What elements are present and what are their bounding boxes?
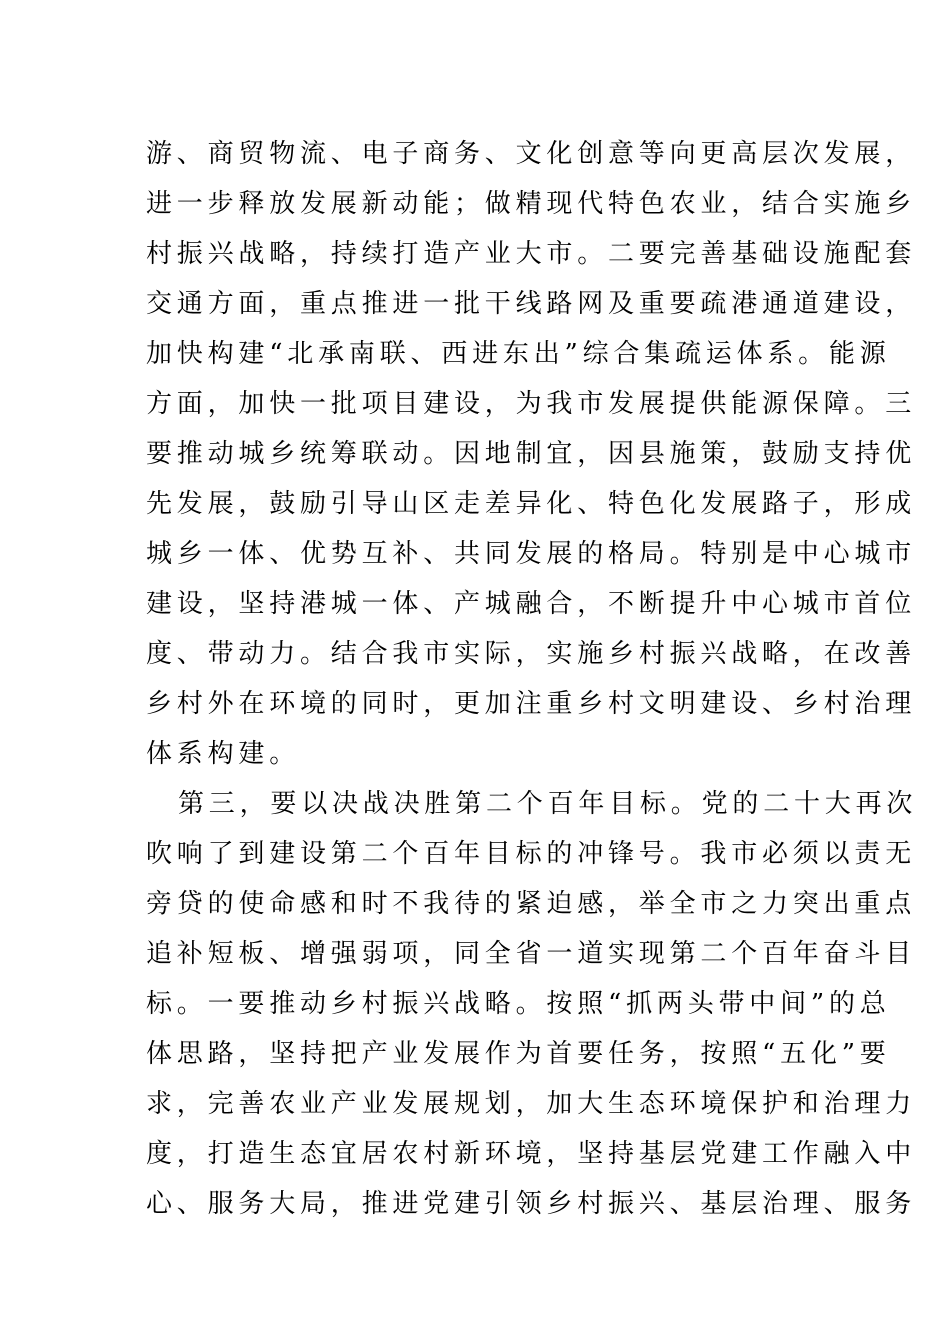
text-line: 交通方面，重点推进一批干线路网及重要疏港通道建设，: [146, 289, 917, 319]
text-line: 度、带动力。结合我市实际，实施乡村振兴战略，在改善: [146, 639, 917, 669]
text-line: 建设，坚持港城一体、产城融合，不断提升中心城市首位: [146, 589, 917, 619]
text-line: 体系构建。: [146, 739, 301, 769]
text-line: 追补短板、增强弱项，同全省一道实现第二个百年奋斗目: [146, 939, 917, 969]
text-line: 城乡一体、优势互补、共同发展的格局。特别是中心城市: [146, 539, 917, 569]
text-line: 方面，加快一批项目建设，为我市发展提供能源保障。三: [146, 389, 917, 419]
text-line: 心、服务大局，推进党建引领乡村振兴、基层治理、服务: [146, 1189, 917, 1219]
text-line: 游、商贸物流、电子商务、文化创意等向更高层次发展，: [146, 139, 917, 169]
text-line: 村振兴战略，持续打造产业大市。二要完善基础设施配套: [146, 239, 917, 269]
text-line: 加快构建“北承南联、西进东出”综合集疏运体系。能源: [146, 339, 891, 369]
paragraph-start-line: 第三，要以决战决胜第二个百年目标。党的二十大再次: [178, 789, 918, 819]
text-line: 标。一要推动乡村振兴战略。按照“抓两头带中间”的总: [146, 989, 891, 1019]
text-line: 度，打造生态宜居农村新环境，坚持基层党建工作融入中: [146, 1139, 917, 1169]
text-line: 体思路，坚持把产业发展作为首要任务，按照“五化”要: [146, 1039, 891, 1069]
text-line: 求，完善农业产业发展规划，加大生态环境保护和治理力: [146, 1089, 917, 1119]
text-line: 要推动城乡统筹联动。因地制宜，因县施策，鼓励支持优: [146, 439, 917, 469]
text-line: 进一步释放发展新动能；做精现代特色农业，结合实施乡: [146, 189, 917, 219]
text-line: 乡村外在环境的同时，更加注重乡村文明建设、乡村治理: [146, 689, 917, 719]
text-line: 先发展，鼓励引导山区走差异化、特色化发展路子，形成: [146, 489, 917, 519]
text-line: 旁贷的使命感和时不我待的紧迫感，举全市之力突出重点: [146, 889, 917, 919]
text-line: 吹响了到建设第二个百年目标的冲锋号。我市必须以责无: [146, 839, 917, 869]
